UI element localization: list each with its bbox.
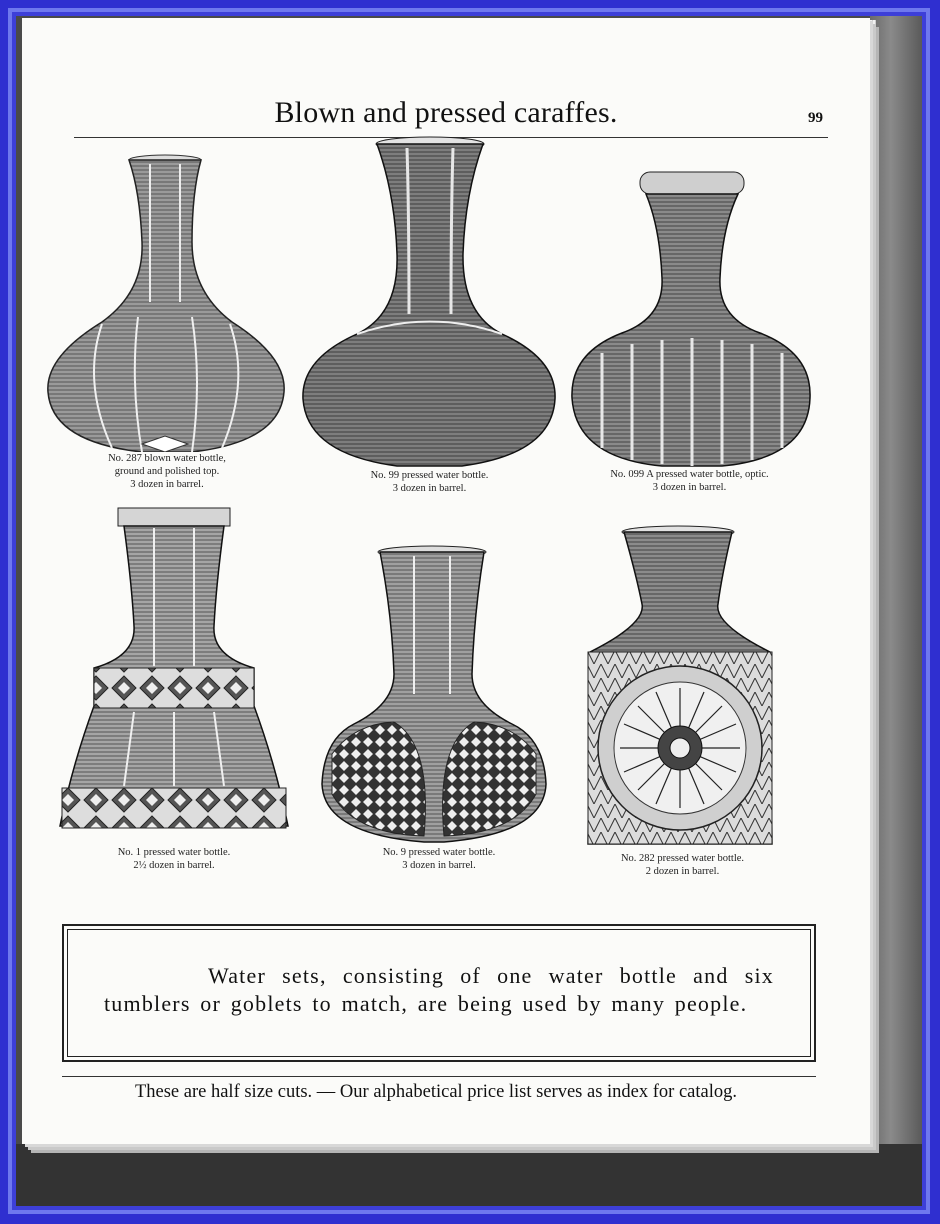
product-packing: 3 dozen in barrel. (130, 479, 204, 490)
product-packing: 2½ dozen in barrel. (133, 860, 215, 871)
carafe-star-medallion-icon (580, 524, 785, 852)
product-packing: 3 dozen in barrel. (392, 483, 467, 494)
product-packing: 3 dozen in barrel. (652, 482, 727, 493)
product-caption (580, 852, 785, 878)
product-item (42, 152, 292, 491)
product-caption (42, 452, 292, 491)
page-number: 99 (808, 110, 823, 126)
product-packing: 2 dozen in barrel. (645, 866, 720, 877)
notice-text: Water sets, consisting of one water bottle and six tumblers or goblets to match, are being used by many people. (104, 963, 774, 1016)
product-item (297, 134, 562, 495)
footer-text: These are half size cuts. — Our alphabetical price list serves as index for catalog. (134, 1082, 738, 1102)
carafe-globe-icon (297, 134, 562, 469)
scan-right-strip (870, 16, 922, 1206)
product-caption (314, 846, 564, 872)
page-title: Blown and pressed caraffes. (274, 96, 618, 129)
product-name: No. 99 pressed water bottle. (370, 470, 489, 481)
product-detail: ground and polished top. (114, 466, 220, 477)
product-caption (54, 846, 294, 872)
product-item (314, 544, 564, 872)
product-item (562, 168, 817, 494)
product-name: No. 1 pressed water bottle. (117, 847, 231, 858)
notice-box (62, 924, 816, 1062)
carafe-hobnail-icon (314, 544, 564, 846)
carafe-melon-icon (42, 152, 292, 452)
product-caption (297, 469, 562, 495)
footer-rule (62, 1076, 816, 1077)
carafe-optic-icon (562, 168, 817, 468)
scan-bottom-strip (16, 1144, 922, 1206)
catalog-page (22, 18, 870, 1144)
product-name: No. 099 A pressed water bottle, optic. (610, 469, 769, 480)
product-item (54, 506, 294, 872)
carafe-diamond-band-icon (54, 506, 294, 846)
product-name: No. 287 blown water bottle, (108, 453, 226, 464)
product-item (580, 524, 785, 878)
product-name: No. 282 pressed water bottle. (620, 853, 745, 864)
product-name: No. 9 pressed water bottle. (382, 847, 496, 858)
product-caption (562, 468, 817, 494)
product-packing: 3 dozen in barrel. (402, 860, 476, 871)
